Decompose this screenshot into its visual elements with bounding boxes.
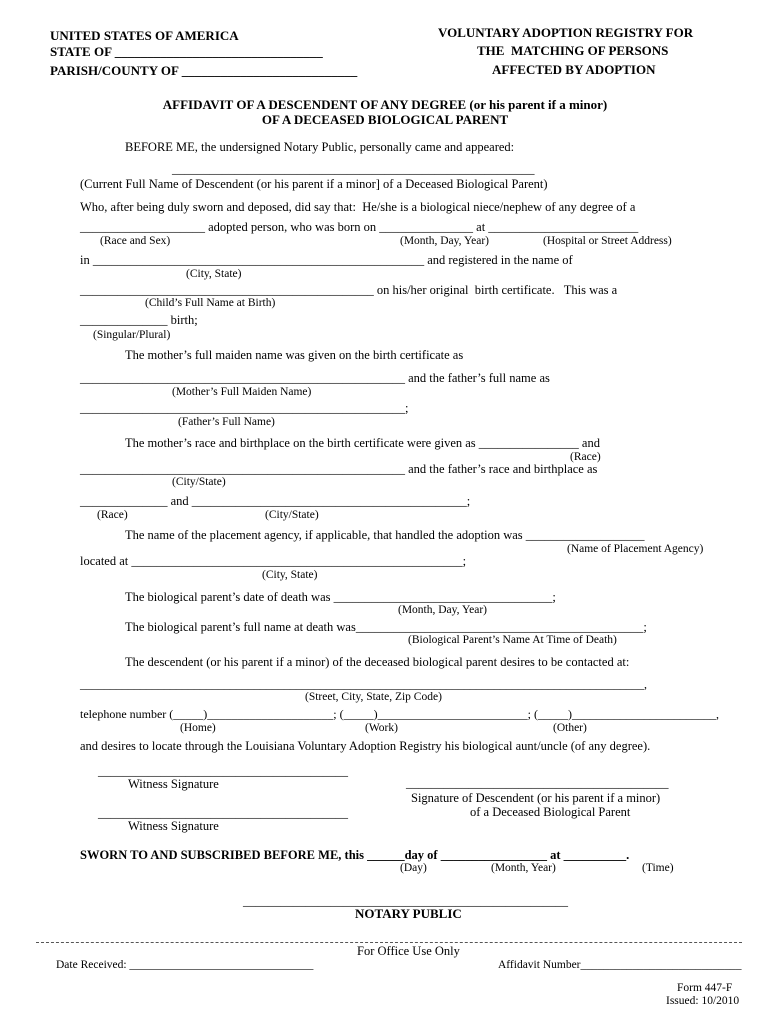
header-registry-line-1: VOLUNTARY ADOPTION REGISTRY FOR [438, 25, 694, 40]
witness-signature-field-2[interactable]: ________________________________________ [98, 806, 348, 820]
caption-birth-date: (Month, Day, Year) [400, 235, 490, 247]
office-use-heading: For Office Use Only [357, 944, 460, 958]
caption-home: (Home) [180, 722, 216, 734]
witness-label-2: Witness Signature [128, 819, 219, 833]
descendent-name-caption: (Current Full Name of Descendent (or his parent if a minor] of a Deceased Biological Parent) [80, 177, 548, 191]
mother-name-line[interactable]: ____________________________________________________ and the father’s full name as [80, 371, 550, 385]
header-registry-line-2: THE MATCHING OF PERSONS [477, 43, 669, 58]
caption-hospital: (Hospital or Street Address) [543, 235, 672, 247]
witness-label-1: Witness Signature [128, 777, 219, 791]
form-number: Form 447-F [677, 982, 733, 994]
caption-death-date: (Month, Day, Year) [398, 604, 488, 616]
caption-address: (Street, City, State, Zip Code) [305, 691, 442, 703]
caption-city-state-3: (City/State) [265, 509, 319, 521]
issued-date: Issued: 10/2010 [666, 995, 740, 1007]
caption-city-state-1: (City, State) [186, 268, 242, 280]
father-race-birthplace-line[interactable]: ______________ and ____________________________________________; [80, 494, 471, 508]
header-registry-line-3: AFFECTED BY ADOPTION [492, 62, 656, 77]
descendent-signature-field[interactable]: __________________________________________ [406, 776, 669, 790]
affidavit-number-field[interactable]: Affidavit Number____________________________ [498, 959, 742, 971]
caption-father-name: (Father’s Full Name) [178, 416, 275, 428]
mother-intro-text: The mother’s full maiden name was given on the birth certificate as [125, 348, 464, 362]
caption-month-year: (Month, Year) [491, 862, 556, 874]
office-use-divider [36, 942, 742, 943]
locate-text: and desires to locate through the Louisiana Voluntary Adoption Registry his biological aunt/uncle (of any degree). [80, 739, 651, 753]
caption-death-name: (Biological Parent’s Name At Time of Death) [408, 634, 617, 646]
caption-child-name: (Child’s Full Name at Birth) [145, 297, 276, 309]
agency-location-line[interactable]: located at _____________________________________________________; [80, 554, 467, 568]
child-name-line[interactable]: _______________________________________________ on his/her original birth certificate. This was a [80, 283, 618, 297]
race-intro-line[interactable]: The mother’s race and birthplace on the birth certificate were given as ________________ and [125, 436, 600, 450]
caption-race-1: (Race) [570, 451, 601, 463]
sworn-line[interactable]: SWORN TO AND SUBSCRIBED BEFORE ME, this ______day of _________________ at __________. [80, 848, 630, 862]
caption-mother-name: (Mother’s Full Maiden Name) [172, 386, 312, 398]
witness-signature-field-1[interactable]: ________________________________________ [98, 764, 348, 778]
notary-public-label: NOTARY PUBLIC [355, 906, 462, 921]
notary-signature-field[interactable]: ____________________________________________________ [243, 894, 568, 908]
document-title-line-2: OF A DECEASED BIOLOGICAL PARENT [261, 112, 509, 127]
caption-work: (Work) [365, 722, 398, 734]
header-country: UNITED STATES OF AMERICA [50, 28, 239, 43]
caption-race-sex: (Race and Sex) [100, 235, 171, 247]
descendent-signature-label-1: Signature of Descendent (or his parent if a minor) [411, 791, 661, 805]
father-name-line[interactable]: ____________________________________________________; [80, 401, 409, 415]
city-state-line[interactable]: in _____________________________________________________ and registered in the name of [80, 253, 573, 267]
mother-birthplace-line[interactable]: ____________________________________________________ and the father’s race and birthplace as [80, 462, 598, 476]
document-title-line-1: AFFIDAVIT OF A DESCENDENT OF ANY DEGREE (or his parent if a minor) [162, 97, 608, 112]
caption-day: (Day) [400, 862, 427, 874]
contact-intro-text: The descendent (or his parent if a minor) of the deceased biological parent desires to be contacted at: [125, 655, 630, 669]
before-me-text: BEFORE ME, the undersigned Notary Public, personally came and appeared: [125, 140, 515, 154]
caption-city-state-2: (City/State) [172, 476, 226, 488]
header-parish-field[interactable]: PARISH/COUNTY OF ___________________________ [50, 63, 358, 78]
death-name-line[interactable]: The biological parent’s full name at death was______________________________________________; [125, 620, 647, 634]
death-date-line[interactable]: The biological parent’s date of death was ___________________________________; [125, 590, 556, 604]
who-after-text: Who, after being duly sworn and deposed, did say that: He/she is a biological niece/nephew of any degree of a [80, 200, 636, 214]
caption-time: (Time) [642, 862, 674, 874]
address-line[interactable]: ______________________________________________________________________________________________, [80, 677, 647, 691]
caption-other: (Other) [553, 722, 587, 734]
date-received-field[interactable]: Date Received: ________________________________ [56, 959, 314, 971]
caption-city-state-4: (City, State) [262, 569, 318, 581]
descendent-name-field[interactable]: __________________________________________________________ [172, 162, 535, 176]
caption-agency: (Name of Placement Agency) [567, 543, 704, 555]
placement-agency-line[interactable]: The name of the placement agency, if applicable, that handled the adoption was ___________________ [125, 528, 645, 542]
birth-plurality-line[interactable]: ______________ birth; [80, 313, 198, 327]
caption-race-2: (Race) [97, 509, 128, 521]
descendent-signature-label-2: of a Deceased Biological Parent [470, 805, 631, 819]
header-state-field[interactable]: STATE OF ________________________________ [50, 44, 323, 59]
adopted-person-line[interactable]: ____________________ adopted person, who was born on _______________ at ________________________ [80, 220, 639, 234]
telephone-line[interactable]: telephone number (_____)_____________________; (_____)_________________________; (_____)________________________, [80, 707, 719, 721]
caption-singular-plural: (Singular/Plural) [93, 329, 171, 341]
